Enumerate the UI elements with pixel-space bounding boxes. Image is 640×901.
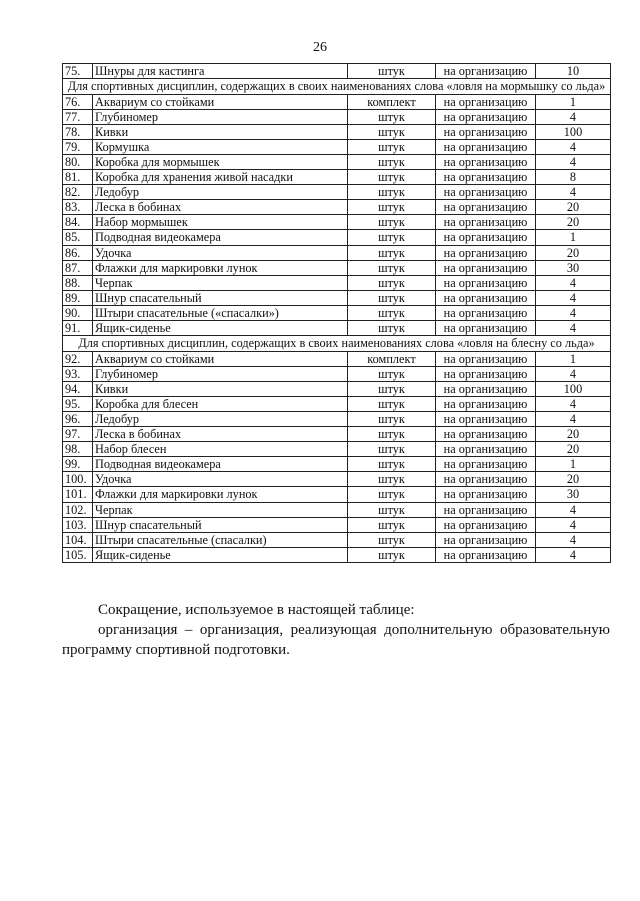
item-number: 93. xyxy=(63,366,93,381)
table-row xyxy=(63,517,611,532)
item-quantity: 10 xyxy=(536,64,611,79)
table-row xyxy=(63,290,611,305)
item-quantity: 4 xyxy=(536,290,611,305)
item-unit: штук xyxy=(348,442,436,457)
table-row xyxy=(63,381,611,396)
item-quantity: 4 xyxy=(536,275,611,290)
item-number: 84. xyxy=(63,215,93,230)
table-row xyxy=(63,109,611,124)
item-name: Штыри спасательные («спасалки») xyxy=(93,305,348,320)
page-number: 26 xyxy=(313,40,327,55)
item-per: на организацию xyxy=(436,487,536,502)
item-unit: штук xyxy=(348,185,436,200)
item-per: на организацию xyxy=(436,411,536,426)
item-name: Ледобур xyxy=(93,185,348,200)
item-number: 101. xyxy=(63,487,93,502)
item-number: 86. xyxy=(63,245,93,260)
item-per: на организацию xyxy=(436,517,536,532)
item-per: на организацию xyxy=(436,94,536,109)
item-name: Глубиномер xyxy=(93,366,348,381)
item-unit: штук xyxy=(348,427,436,442)
item-number: 104. xyxy=(63,532,93,547)
item-per: на организацию xyxy=(436,185,536,200)
item-number: 82. xyxy=(63,185,93,200)
item-quantity: 30 xyxy=(536,487,611,502)
item-unit: штук xyxy=(348,305,436,320)
item-quantity: 4 xyxy=(536,185,611,200)
item-quantity: 4 xyxy=(536,305,611,320)
table-section-header xyxy=(63,336,611,352)
item-number: 99. xyxy=(63,457,93,472)
item-number: 79. xyxy=(63,139,93,154)
item-name: Флажки для маркировки лунок xyxy=(93,260,348,275)
item-unit: штук xyxy=(348,547,436,562)
item-unit: штук xyxy=(348,366,436,381)
item-name: Подводная видеокамера xyxy=(93,457,348,472)
table-row xyxy=(63,154,611,169)
item-name: Штыри спасательные (спасалки) xyxy=(93,532,348,547)
item-per: на организацию xyxy=(436,215,536,230)
item-per: на организацию xyxy=(436,245,536,260)
item-name: Черпак xyxy=(93,275,348,290)
table-row xyxy=(63,200,611,215)
item-number: 103. xyxy=(63,517,93,532)
item-number: 83. xyxy=(63,200,93,215)
item-unit: штук xyxy=(348,139,436,154)
table-row xyxy=(63,275,611,290)
item-name: Аквариум со стойками xyxy=(93,351,348,366)
item-unit: штук xyxy=(348,245,436,260)
item-unit: комплект xyxy=(348,351,436,366)
table-row xyxy=(63,305,611,320)
item-name: Флажки для маркировки лунок xyxy=(93,487,348,502)
item-number: 97. xyxy=(63,427,93,442)
item-number: 100. xyxy=(63,472,93,487)
item-name: Кормушка xyxy=(93,139,348,154)
table-row xyxy=(63,427,611,442)
item-unit: штук xyxy=(348,487,436,502)
item-number: 76. xyxy=(63,94,93,109)
item-number: 78. xyxy=(63,124,93,139)
table-row xyxy=(63,124,611,139)
table-row xyxy=(63,351,611,366)
item-quantity: 20 xyxy=(536,200,611,215)
item-number: 87. xyxy=(63,260,93,275)
item-unit: штук xyxy=(348,517,436,532)
item-name: Кивки xyxy=(93,381,348,396)
table-row xyxy=(63,457,611,472)
item-unit: штук xyxy=(348,109,436,124)
item-name: Удочка xyxy=(93,245,348,260)
item-name: Ящик-сиденье xyxy=(93,321,348,336)
table-row xyxy=(63,411,611,426)
table-row xyxy=(63,321,611,336)
item-name: Коробка для хранения живой насадки xyxy=(93,170,348,185)
item-unit: штук xyxy=(348,502,436,517)
table-row xyxy=(63,442,611,457)
table-row xyxy=(63,170,611,185)
table-row xyxy=(63,532,611,547)
item-per: на организацию xyxy=(436,139,536,154)
item-name: Черпак xyxy=(93,502,348,517)
table-row xyxy=(63,547,611,562)
item-quantity: 100 xyxy=(536,124,611,139)
item-per: на организацию xyxy=(436,381,536,396)
item-number: 98. xyxy=(63,442,93,457)
item-number: 85. xyxy=(63,230,93,245)
item-quantity: 4 xyxy=(536,139,611,154)
item-per: на организацию xyxy=(436,124,536,139)
item-number: 92. xyxy=(63,351,93,366)
item-per: на организацию xyxy=(436,457,536,472)
item-quantity: 100 xyxy=(536,381,611,396)
item-quantity: 8 xyxy=(536,170,611,185)
table-row xyxy=(63,472,611,487)
table-row xyxy=(63,230,611,245)
item-unit: штук xyxy=(348,230,436,245)
item-quantity: 20 xyxy=(536,442,611,457)
item-name: Аквариум со стойками xyxy=(93,94,348,109)
item-per: на организацию xyxy=(436,230,536,245)
item-per: на организацию xyxy=(436,366,536,381)
item-name: Коробка для блесен xyxy=(93,396,348,411)
item-quantity: 1 xyxy=(536,230,611,245)
item-number: 105. xyxy=(63,547,93,562)
table-row xyxy=(63,215,611,230)
item-number: 89. xyxy=(63,290,93,305)
section-title: Для спортивных дисциплин, содержащих в своих наименованиях слова «ловля на блесну со льда» xyxy=(63,336,611,352)
item-per: на организацию xyxy=(436,396,536,411)
item-quantity: 30 xyxy=(536,260,611,275)
item-per: на организацию xyxy=(436,64,536,79)
item-quantity: 4 xyxy=(536,411,611,426)
item-unit: штук xyxy=(348,321,436,336)
item-per: на организацию xyxy=(436,532,536,547)
item-name: Шнур спасательный xyxy=(93,290,348,305)
item-unit: штук xyxy=(348,381,436,396)
item-quantity: 4 xyxy=(536,532,611,547)
item-number: 96. xyxy=(63,411,93,426)
item-per: на организацию xyxy=(436,154,536,169)
table-row xyxy=(63,185,611,200)
table-row xyxy=(63,396,611,411)
item-unit: штук xyxy=(348,154,436,169)
item-name: Леска в бобинах xyxy=(93,427,348,442)
item-number: 91. xyxy=(63,321,93,336)
item-per: на организацию xyxy=(436,547,536,562)
item-quantity: 1 xyxy=(536,457,611,472)
table-row xyxy=(63,487,611,502)
item-quantity: 4 xyxy=(536,154,611,169)
table-row xyxy=(63,94,611,109)
item-quantity: 4 xyxy=(536,517,611,532)
item-unit: комплект xyxy=(348,94,436,109)
item-per: на организацию xyxy=(436,321,536,336)
item-name: Ледобур xyxy=(93,411,348,426)
item-number: 75. xyxy=(63,64,93,79)
item-per: на организацию xyxy=(436,305,536,320)
item-unit: штук xyxy=(348,170,436,185)
table-row xyxy=(63,139,611,154)
item-name: Удочка xyxy=(93,472,348,487)
item-number: 95. xyxy=(63,396,93,411)
item-name: Шнур спасательный xyxy=(93,517,348,532)
item-per: на организацию xyxy=(436,351,536,366)
item-unit: штук xyxy=(348,124,436,139)
item-unit: штук xyxy=(348,200,436,215)
table-row xyxy=(63,260,611,275)
item-unit: штук xyxy=(348,411,436,426)
table-row xyxy=(63,245,611,260)
item-per: на организацию xyxy=(436,502,536,517)
item-per: на организацию xyxy=(436,109,536,124)
item-per: на организацию xyxy=(436,260,536,275)
item-per: на организацию xyxy=(436,427,536,442)
item-quantity: 4 xyxy=(536,321,611,336)
item-unit: штук xyxy=(348,275,436,290)
item-quantity: 20 xyxy=(536,245,611,260)
abbreviation-note xyxy=(62,600,610,660)
item-unit: штук xyxy=(348,64,436,79)
item-name: Набор блесен xyxy=(93,442,348,457)
table-row xyxy=(63,366,611,381)
item-per: на организацию xyxy=(436,170,536,185)
item-name: Леска в бобинах xyxy=(93,200,348,215)
item-number: 88. xyxy=(63,275,93,290)
item-per: на организацию xyxy=(436,200,536,215)
table-row xyxy=(63,502,611,517)
item-quantity: 20 xyxy=(536,427,611,442)
equipment-table xyxy=(62,63,611,563)
item-name: Набор мормышек xyxy=(93,215,348,230)
item-quantity: 4 xyxy=(536,396,611,411)
item-quantity: 1 xyxy=(536,351,611,366)
item-unit: штук xyxy=(348,396,436,411)
item-name: Подводная видеокамера xyxy=(93,230,348,245)
item-unit: штук xyxy=(348,457,436,472)
item-name: Кивки xyxy=(93,124,348,139)
equipment-table-body xyxy=(63,64,611,563)
item-unit: штук xyxy=(348,290,436,305)
table-section-header xyxy=(63,79,611,95)
item-name: Ящик-сиденье xyxy=(93,547,348,562)
item-quantity: 4 xyxy=(536,502,611,517)
item-quantity: 20 xyxy=(536,215,611,230)
item-per: на организацию xyxy=(436,442,536,457)
item-per: на организацию xyxy=(436,290,536,305)
item-number: 77. xyxy=(63,109,93,124)
section-title: Для спортивных дисциплин, содержащих в своих наименованиях слова «ловля на мормышку со льда» xyxy=(63,79,611,95)
item-unit: штук xyxy=(348,532,436,547)
item-name: Коробка для мормышек xyxy=(93,154,348,169)
item-per: на организацию xyxy=(436,275,536,290)
item-unit: штук xyxy=(348,472,436,487)
item-number: 90. xyxy=(63,305,93,320)
item-number: 81. xyxy=(63,170,93,185)
item-quantity: 20 xyxy=(536,472,611,487)
item-number: 80. xyxy=(63,154,93,169)
item-unit: штук xyxy=(348,260,436,275)
item-per: на организацию xyxy=(436,472,536,487)
item-quantity: 4 xyxy=(536,109,611,124)
item-quantity: 4 xyxy=(536,547,611,562)
item-name: Шнуры для кастинга xyxy=(93,64,348,79)
table-row xyxy=(63,64,611,79)
item-unit: штук xyxy=(348,215,436,230)
abbreviation-text: организация – организация, реализующая дополнительную образовательную программу спортивной подготовки. xyxy=(62,622,610,658)
item-quantity: 4 xyxy=(536,366,611,381)
item-quantity: 1 xyxy=(536,94,611,109)
item-name: Глубиномер xyxy=(93,109,348,124)
item-number: 102. xyxy=(63,502,93,517)
abbreviation-heading: Сокращение, используемое в настоящей таблице: xyxy=(98,602,415,618)
item-number: 94. xyxy=(63,381,93,396)
